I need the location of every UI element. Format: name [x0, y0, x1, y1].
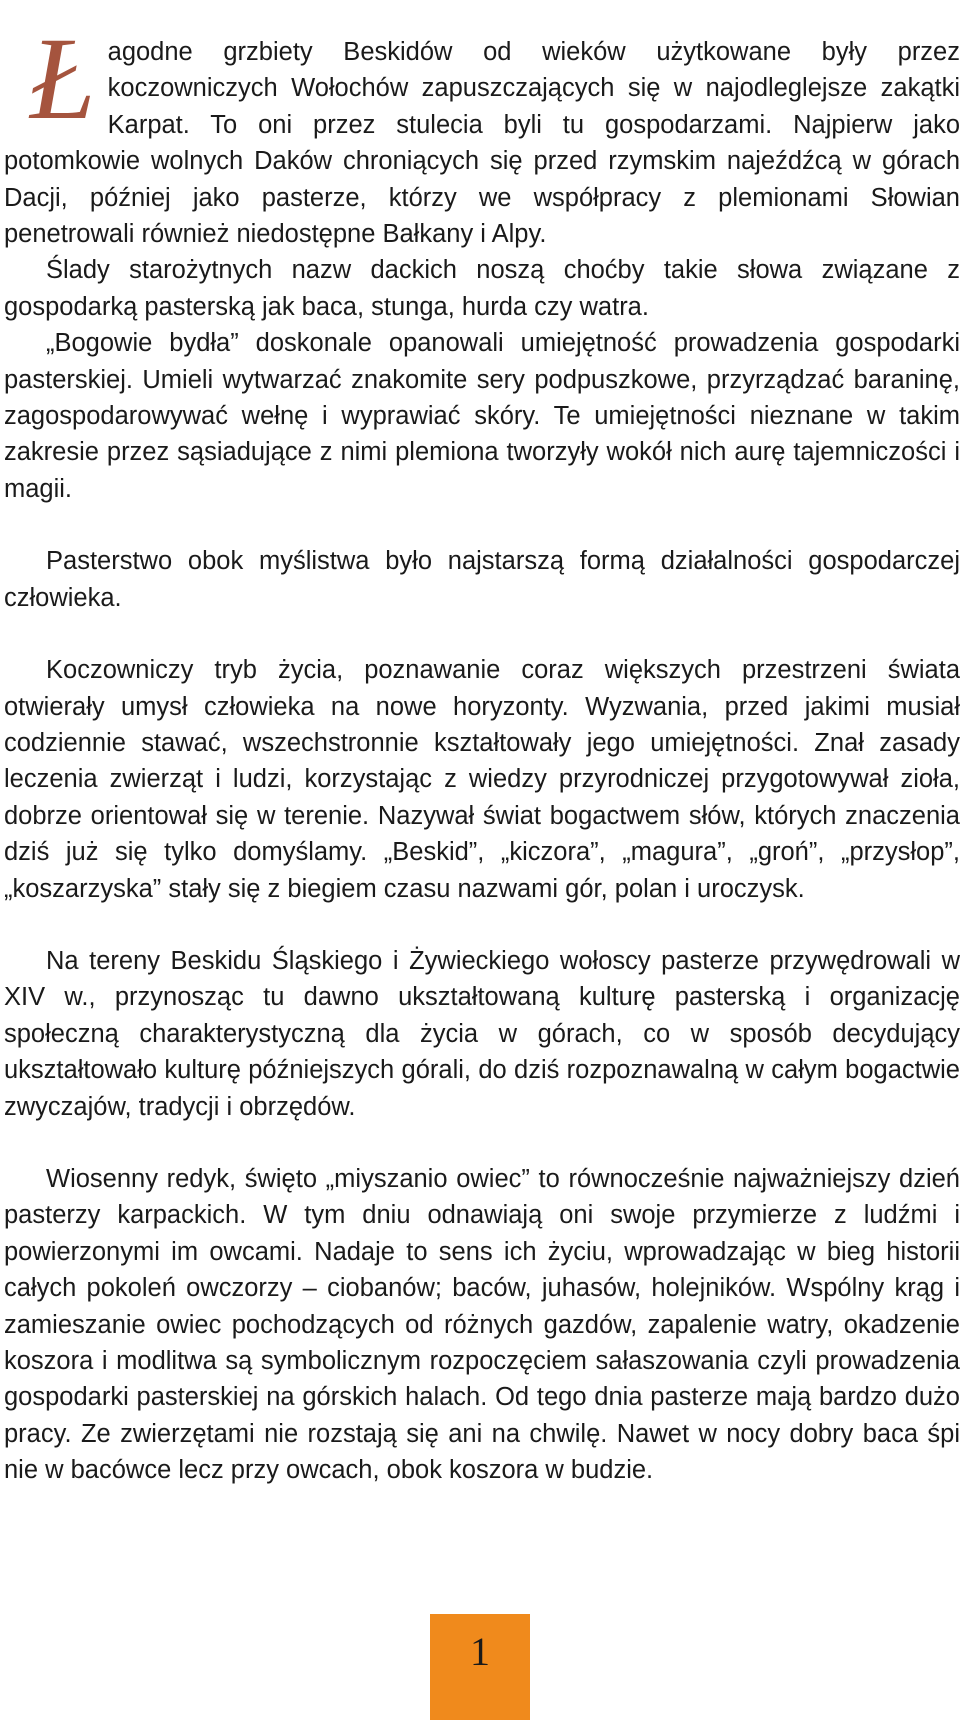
paragraph-7: Wiosenny redyk, święto „miyszanio owiec” to równocześnie najważniejszy dzień pasterzy karpackich. W tym dniu odnawiają oni swoje przymierze z ludźmi i powierzonymi im owcami. Nadaje to sens ich życiu, wprowadzając w bieg historii całych pokoleń owczorzy – ciobanów; baców, juhasów, holejników. Wspólny krąg i zamieszanie owiec pochodzących od różnych gazdów, zapalenie watry, okadzenie koszora i modlitwa są symbolicznym rozpoczęciem sałaszowania czyli prowadzenia gospodarki pasterskiej na górskich halach. Od tego dnia pasterze mają bardzo dużo pracy. Ze zwierzętami nie rozstają się ani na chwilę. Nawet w nocy dobry baca śpi nie w bacówce lecz przy owcach, obok koszora w budzie. — [4, 1164, 960, 1485]
paragraph-3: „Bogowie bydła” doskonale opanowali umiejętność prowadzenia gospodarki pasterskiej. Umieli wytwarzać znakomite sery podpuszkowe, przyrządzać baraninę, zagospodarowywać wełnę i wyprawiać skóry. Te umiejętności nieznane w takim zakresie przez sąsiadujące z nimi plemiona tworzyły wokół nich aurę tajemniczości i magii. — [4, 329, 960, 503]
paragraph-1 — [4, 13, 960, 252]
page-number-box — [430, 1614, 530, 1720]
paragraph-text: agodne grzbiety Beskidów od wieków użytkowane były przez koczowniczych Wołochów zapuszczających się w najodleglejsze zakątki Karpat. To oni przez stulecia byli tu gospodarzami. Najpierw jako potomkowie wolnych Daków chroniących się przed rzymskim najeźdźcą w górach Dacji, później jako pasterze, którzy we współpracy z plemionami Słowian penetrowali również niedostępne Bałkany i Alpy. — [4, 38, 960, 249]
drop-cap-letter: Ł — [30, 13, 96, 144]
paragraph-6: Na tereny Beskidu Śląskiego i Żywieckiego wołoscy pasterze przywędrowali w XIV w., przynosząc tu dawno ukształtowaną kulturę pasterską i organizację społeczną charakterystyczną dla życia w górach, co w sposób decydujący ukształtowało kulturę późniejszych górali, do dziś rozpoznawalną w całym bogactwie zwyczajów, tradycji i obrzędów. — [4, 946, 960, 1121]
document-body — [4, 13, 960, 1489]
page-number: 1 — [470, 1628, 490, 1674]
paragraph-5: Koczowniczy tryb życia, poznawanie coraz większych przestrzeni świata otwierały umysł człowieka na nowe horyzonty. Wyzwania, przed jakimi musiał codziennie stawać, wszechstronnie kształtowały jego umiejętności. Znał zasady leczenia zwierząt i ludzi, korzystając z wiedzy przyrodniczej przygotowywał zioła, dobrze orientował się w terenie. Nazywał świat bogactwem słów, których znaczenia dziś już się tylko domyślamy. „Beskid”, „kiczora”, „magura”, „groń”, „przysłop”, „koszarzyska” stały się z biegiem czasu nazwami gór, polan i uroczysk. — [4, 656, 960, 903]
paragraph-4: Pasterstwo obok myślistwa było najstarszą formą działalności gospodarczej człowieka. — [4, 547, 960, 612]
paragraph-2: Ślady starożytnych nazw dackich noszą choćby takie słowa związane z gospodarką pasterską jak baca, stunga, hurda czy watra. — [4, 256, 960, 321]
